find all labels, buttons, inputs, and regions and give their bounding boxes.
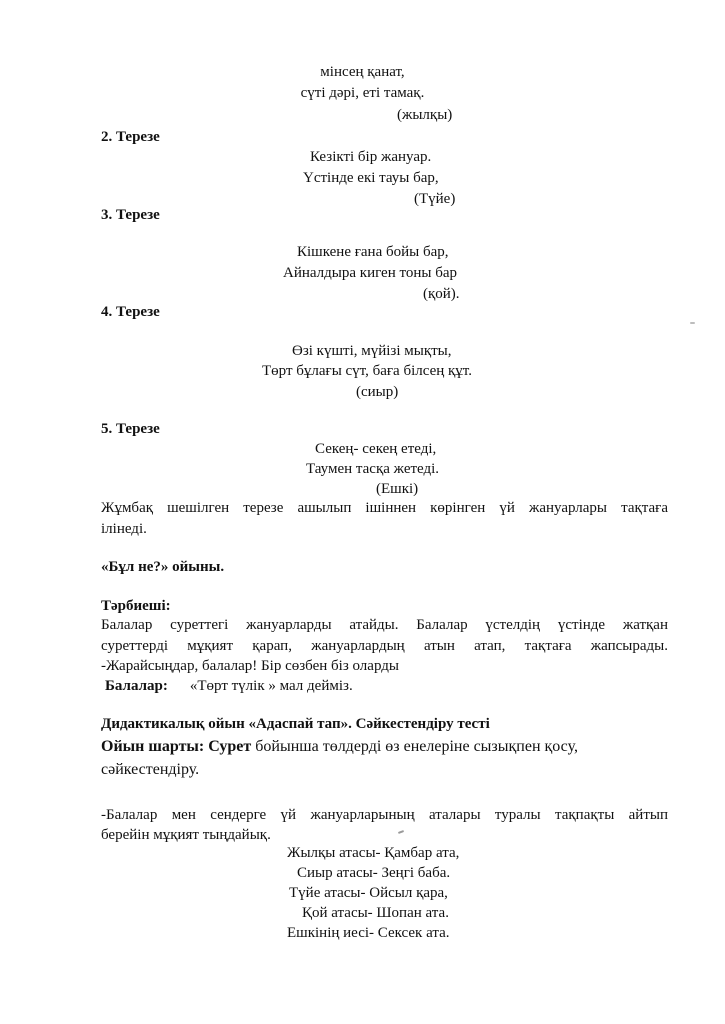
window-heading: 5. Терезе: [101, 421, 160, 437]
riddle-answer: (Ешкі): [376, 481, 419, 497]
rules-line: [101, 737, 578, 756]
poem-line: Түйе атасы- Ойсыл қара,: [289, 885, 448, 901]
paragraph-line: суреттерді мұқият қарап, жануарлардың атын атап, тақтаға жапсырады.: [101, 638, 668, 654]
riddle-line: Үстінде екі тауы бар,: [303, 170, 439, 186]
paragraph-line: ілінеді.: [101, 521, 147, 537]
poem-line: Жылқы атасы- Қамбар ата,: [287, 845, 460, 861]
speaker-label: Тәрбиеші:: [101, 598, 171, 614]
riddle-answer: (қой).: [423, 286, 460, 302]
scan-speck: [398, 830, 404, 834]
window-heading: 2. Терезе: [101, 129, 160, 145]
poem-line: Қой атасы- Шопан ата.: [302, 905, 449, 921]
riddle-line: Айналдыра киген тоны бар: [283, 265, 457, 281]
section-title: «Бұл не?» ойыны.: [101, 559, 225, 575]
riddle-line: Секең- секең етеді,: [315, 441, 437, 457]
riddle-line: Төрт бұлағы сүт, баға білсең құт.: [262, 363, 472, 379]
rules-text: бойынша төлдерді өз енелеріне сызықпен қосу,: [251, 738, 578, 755]
riddle-line: Өзі күшті, мүйізі мықты,: [292, 343, 452, 359]
window-heading: 4. Терезе: [101, 304, 160, 320]
children-reply: «Төрт түлік » мал дейміз.: [189, 678, 353, 694]
poem-line: Сиыр атасы- Зеңгі баба.: [297, 865, 451, 881]
riddle-line: Кішкене ғана бойы бар,: [297, 244, 449, 260]
riddle-line: Таумен тасқа жетеді.: [306, 461, 440, 477]
rules-label: Ойын шарты: Сурет: [101, 738, 252, 755]
paragraph-line: -Жарайсыңдар, балалар! Бір сөзбен біз оларды: [101, 658, 399, 674]
section-title: Дидактикалық ойын «Адаспай тап». Сәйкестендіру тесті: [101, 716, 490, 732]
riddle-answer: (Түйе): [414, 191, 456, 207]
riddle-line: Кезікті бір жануар.: [310, 149, 432, 165]
riddle-answer: (сиыр): [356, 384, 399, 400]
window-heading: 3. Терезе: [101, 207, 160, 223]
scan-speck: [690, 322, 695, 324]
paragraph-line: Балалар суреттегі жануарларды атайды. Балалар үстелдің үстінде жатқан: [101, 617, 668, 633]
paragraph-line: -Балалар мен сендерге үй жануарларының аталары туралы тақпақты айтып: [101, 807, 668, 823]
children-line: [105, 677, 353, 696]
riddle-line: сүті дәрі, еті тамақ.: [300, 85, 425, 101]
rules-line: сәйкестендіру.: [101, 761, 200, 778]
riddle-line: мінсең қанат,: [320, 64, 405, 80]
paragraph-line: берейін мұқият тыңдайық.: [101, 827, 271, 843]
paragraph-line: Жұмбақ шешілген терезе ашылып ішіннен көрінген үй жануарлары тақтаға: [101, 500, 668, 516]
speaker-label: Балалар:: [105, 678, 168, 694]
poem-line: Ешкінің иесі- Сексек ата.: [287, 925, 450, 941]
riddle-answer: (жылқы): [397, 107, 453, 123]
